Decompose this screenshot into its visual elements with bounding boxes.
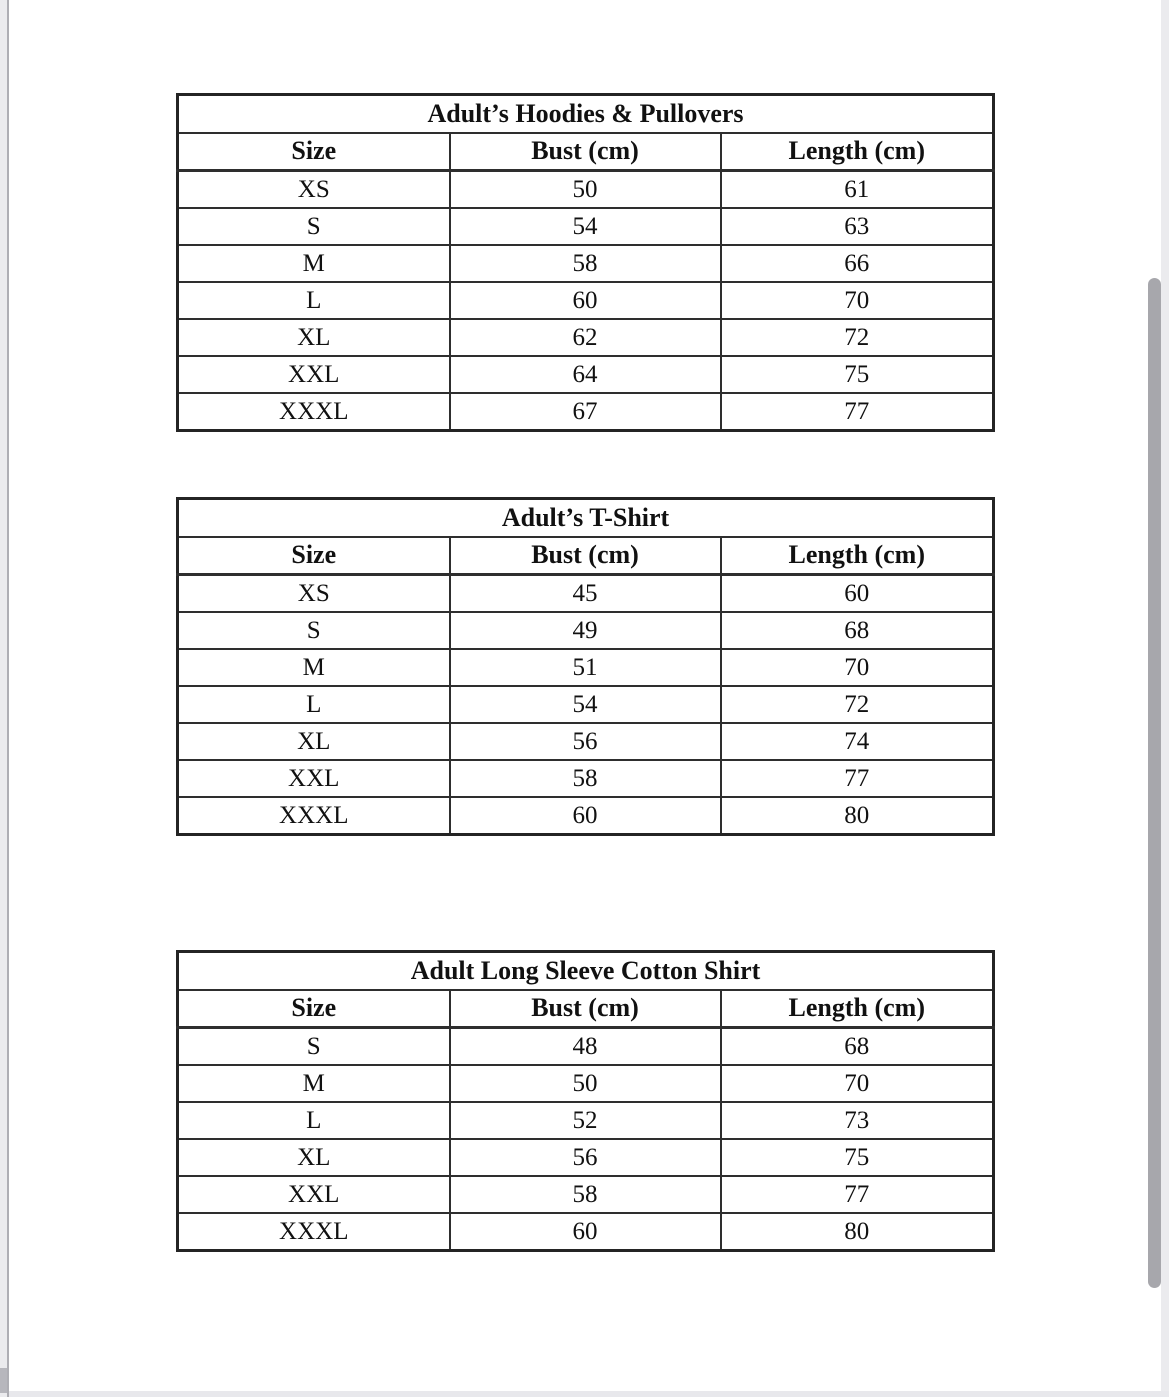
table-row	[178, 1102, 994, 1139]
table-title-row	[178, 952, 994, 991]
table-row	[178, 245, 994, 282]
table-title: Adult’s T-Shirt	[178, 499, 994, 538]
length-cell: 80	[721, 1213, 994, 1251]
length-cell: 68	[721, 612, 994, 649]
size-cell: XXXL	[178, 1213, 450, 1251]
right-scrollbar-thumb[interactable]	[1148, 278, 1161, 1288]
column-header-bust: Bust (cm)	[450, 537, 721, 575]
size-cell: XXXL	[178, 393, 450, 431]
size-cell: XL	[178, 319, 450, 356]
column-header-size: Size	[178, 133, 450, 171]
length-cell: 63	[721, 208, 994, 245]
size-cell: L	[178, 282, 450, 319]
table-body	[178, 1028, 994, 1251]
length-cell: 60	[721, 575, 994, 613]
size-cell: L	[178, 686, 450, 723]
column-header-size: Size	[178, 990, 450, 1028]
size-cell: XL	[178, 1139, 450, 1176]
table-row	[178, 575, 994, 613]
bust-cell: 58	[450, 245, 721, 282]
bust-cell: 54	[450, 208, 721, 245]
bust-cell: 50	[450, 171, 721, 209]
bust-cell: 48	[450, 1028, 721, 1066]
length-cell: 77	[721, 760, 994, 797]
bust-cell: 56	[450, 723, 721, 760]
length-cell: 70	[721, 1065, 994, 1102]
length-cell: 70	[721, 282, 994, 319]
size-cell: S	[178, 208, 450, 245]
bust-cell: 64	[450, 356, 721, 393]
bust-cell: 50	[450, 1065, 721, 1102]
column-header-size: Size	[178, 537, 450, 575]
size-cell: S	[178, 1028, 450, 1066]
left-scrollbar-thumb[interactable]	[0, 1368, 7, 1393]
table-row	[178, 208, 994, 245]
table-row	[178, 1139, 994, 1176]
column-header-bust: Bust (cm)	[450, 990, 721, 1028]
table-title-row	[178, 95, 994, 134]
table-header-row	[178, 133, 994, 171]
length-cell: 77	[721, 393, 994, 431]
bust-cell: 45	[450, 575, 721, 613]
table-row	[178, 282, 994, 319]
size-cell: L	[178, 1102, 450, 1139]
table-row	[178, 356, 994, 393]
table-row	[178, 612, 994, 649]
column-header-length: Length (cm)	[721, 133, 994, 171]
size-cell: XXL	[178, 760, 450, 797]
bust-cell: 58	[450, 760, 721, 797]
table-row	[178, 760, 994, 797]
table-header-row	[178, 990, 994, 1028]
length-cell: 75	[721, 1139, 994, 1176]
size-cell: M	[178, 245, 450, 282]
size-cell: XXL	[178, 1176, 450, 1213]
length-cell: 66	[721, 245, 994, 282]
bust-cell: 54	[450, 686, 721, 723]
size-table-long-sleeve-shirt	[176, 950, 992, 1252]
bust-cell: 56	[450, 1139, 721, 1176]
size-cell: M	[178, 1065, 450, 1102]
table-row	[178, 1176, 994, 1213]
bust-cell: 49	[450, 612, 721, 649]
table-row	[178, 649, 994, 686]
table-row	[178, 723, 994, 760]
size-cell: XXL	[178, 356, 450, 393]
length-cell: 70	[721, 649, 994, 686]
right-scrollbar-track[interactable]	[1161, 0, 1169, 1397]
length-cell: 72	[721, 319, 994, 356]
table-row	[178, 319, 994, 356]
bust-cell: 60	[450, 797, 721, 835]
size-cell: XS	[178, 171, 450, 209]
length-cell: 74	[721, 723, 994, 760]
left-scrollbar-track[interactable]	[0, 0, 7, 1397]
size-table-hoodies-pullovers	[176, 93, 992, 432]
table-row	[178, 171, 994, 209]
bust-cell: 52	[450, 1102, 721, 1139]
size-cell: XXXL	[178, 797, 450, 835]
length-cell: 80	[721, 797, 994, 835]
length-cell: 72	[721, 686, 994, 723]
size-cell: M	[178, 649, 450, 686]
table-row	[178, 797, 994, 835]
column-header-length: Length (cm)	[721, 990, 994, 1028]
panel-divider	[7, 0, 9, 1397]
horizontal-scrollbar-track[interactable]	[9, 1391, 1169, 1397]
length-cell: 61	[721, 171, 994, 209]
table-row	[178, 1213, 994, 1251]
table-header-row	[178, 537, 994, 575]
bust-cell: 60	[450, 1213, 721, 1251]
bust-cell: 62	[450, 319, 721, 356]
length-cell: 68	[721, 1028, 994, 1066]
bust-cell: 67	[450, 393, 721, 431]
table-row	[178, 686, 994, 723]
table-body	[178, 171, 994, 431]
bust-cell: 60	[450, 282, 721, 319]
length-cell: 77	[721, 1176, 994, 1213]
bust-cell: 58	[450, 1176, 721, 1213]
size-table-tshirt	[176, 497, 992, 836]
table-body	[178, 575, 994, 835]
size-cell: S	[178, 612, 450, 649]
column-header-bust: Bust (cm)	[450, 133, 721, 171]
size-cell: XL	[178, 723, 450, 760]
table-row	[178, 1028, 994, 1066]
table-title-row	[178, 499, 994, 538]
table-title: Adult’s Hoodies & Pullovers	[178, 95, 994, 134]
length-cell: 75	[721, 356, 994, 393]
table-title: Adult Long Sleeve Cotton Shirt	[178, 952, 994, 991]
column-header-length: Length (cm)	[721, 537, 994, 575]
table-row	[178, 1065, 994, 1102]
bust-cell: 51	[450, 649, 721, 686]
table-row	[178, 393, 994, 431]
size-cell: XS	[178, 575, 450, 613]
length-cell: 73	[721, 1102, 994, 1139]
